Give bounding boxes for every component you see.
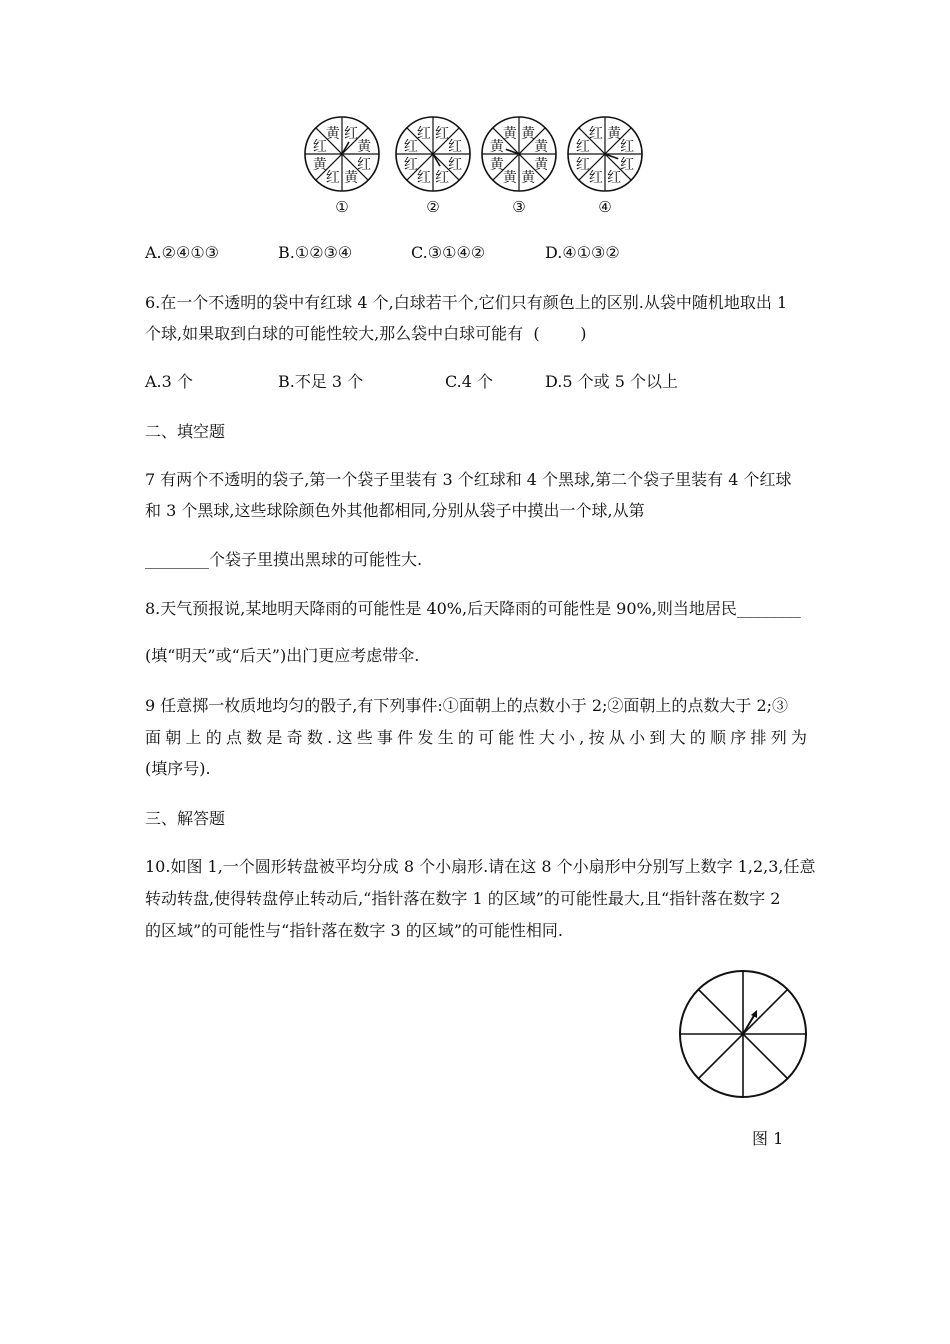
spinner-sector-label: 红 <box>620 157 635 174</box>
spinner-2 <box>396 117 470 191</box>
figure1-spinner <box>673 964 813 1104</box>
spinner-sector-label: 红 <box>448 157 463 174</box>
q6-text-line2: 个球,如果取到白球的可能性较大,那么袋中白球可能有 ( ) <box>145 324 587 343</box>
spinner-sector-label: 黄 <box>312 157 327 174</box>
q6-option-c: C.4 个 <box>445 372 494 391</box>
spinner-sector-label: 黄 <box>502 125 517 142</box>
spinner-sector-label: 黄 <box>325 125 340 142</box>
q5-option-a: A.②④①③ <box>145 243 220 262</box>
q7-text-line3: ________个袋子里摸出黑球的可能性大. <box>145 550 423 569</box>
spinner-sector-label: 红 <box>448 138 463 155</box>
spinner-sector-label: 黄 <box>344 170 359 187</box>
spinner-sector-label: 红 <box>435 170 450 187</box>
q6-text-line1: 6.在一个不透明的袋中有红球 4 个,白球若干个,它们只有颜色上的区别.从袋中随机地取出 1 <box>145 293 788 312</box>
spinner-sector-label: 红 <box>435 125 450 142</box>
q9-text-line2: 面朝上的点数是奇数.这些事件发生的可能性大小,按从小到大的顺序排列为 <box>145 728 807 747</box>
spinner-sector-label: 黄 <box>489 138 504 155</box>
spinner-sector-label: 黄 <box>357 138 372 155</box>
spinner-sector-label: 红 <box>403 138 418 155</box>
spinner-sector-label: 红 <box>344 125 359 142</box>
spinner-sector-label: 红 <box>357 157 372 174</box>
spinner-sector-label: 红 <box>312 138 327 155</box>
spinner-sector-label: 红 <box>416 125 431 142</box>
q7-text-line2: 和 3 个黑球,这些球除颜色外其他都相同,分别从袋子中摸出一个球,从第 <box>145 501 645 520</box>
spinner-sector-label: 红 <box>575 157 590 174</box>
spinner-sector-label: 黄 <box>607 125 622 142</box>
q7-text-line1: 7 有两个不透明的袋子,第一个袋子里装有 3 个红球和 4 个黑球,第二个袋子里装有 4 个红球 <box>145 470 792 489</box>
q6-option-d: D.5 个或 5 个以上 <box>545 372 678 391</box>
spinner-sector-label: 红 <box>607 170 622 187</box>
q5-option-b: B.①②③④ <box>278 243 353 262</box>
q8-text-line2: (填“明天”或“后天”)出门更应考虑带伞. <box>145 646 420 665</box>
q5-option-d: D.④①③② <box>545 243 620 262</box>
q10-text-line1: 10.如图 1,一个圆形转盘被平均分成 8 个小扇形.请在这 8 个小扇形中分别写上数字 1,2,3,任意 <box>145 857 816 876</box>
spinner-3 <box>482 117 556 191</box>
spinner-1 <box>305 117 379 191</box>
q8-text-line1: 8.天气预报说,某地明天降雨的可能性是 40%,后天降雨的可能性是 90%,则当地居民________ <box>145 599 801 618</box>
spinner-sector-label: 黄 <box>502 170 517 187</box>
spinner-label-3: ③ <box>512 198 526 216</box>
spinner-4 <box>568 117 642 191</box>
spinner-sector-label: 红 <box>403 157 418 174</box>
spinner-label-2: ② <box>426 198 440 216</box>
spinner-sector-label: 黄 <box>489 157 504 174</box>
q9-text-line3: (填序号). <box>145 759 211 778</box>
spinner-sector-label: 红 <box>416 170 431 187</box>
q10-text-line2: 转动转盘,使得转盘停止转动后,“指针落在数字 1 的区域”的可能性最大,且“指针落在数字 2 <box>145 889 781 908</box>
spinner-sector-label: 红 <box>588 125 603 142</box>
section-heading-fill-in: 二、填空题 <box>145 422 226 441</box>
spinner-figures <box>0 0 950 230</box>
q5-option-c: C.③①④② <box>411 243 486 262</box>
spinner-sector-label: 红 <box>588 170 603 187</box>
spinner-sector-label: 红 <box>620 138 635 155</box>
q10-text-line3: 的区域”的可能性与“指针落在数字 3 的区域”的可能性相同. <box>145 921 563 940</box>
spinner-sector-label: 黄 <box>534 157 549 174</box>
spinner-sector-label: 黄 <box>521 170 536 187</box>
spinner-sector-label: 黄 <box>534 138 549 155</box>
spinner-sector-label: 黄 <box>521 125 536 142</box>
spinner-label-4: ④ <box>598 198 612 216</box>
q9-text-line1: 9 任意掷一枚质地均匀的骰子,有下列事件:①面朝上的点数小于 2;②面朝上的点数大于 2;③ <box>145 696 789 715</box>
spinner-sector-label: 红 <box>325 170 340 187</box>
spinner-label-1: ① <box>335 198 349 216</box>
q6-option-a: A.3 个 <box>145 372 193 391</box>
spinner-sector-label: 红 <box>575 138 590 155</box>
figure1-caption: 图 1 <box>752 1129 784 1148</box>
section-heading-answer: 三、解答题 <box>145 809 226 828</box>
q6-option-b: B.不足 3 个 <box>278 372 364 391</box>
